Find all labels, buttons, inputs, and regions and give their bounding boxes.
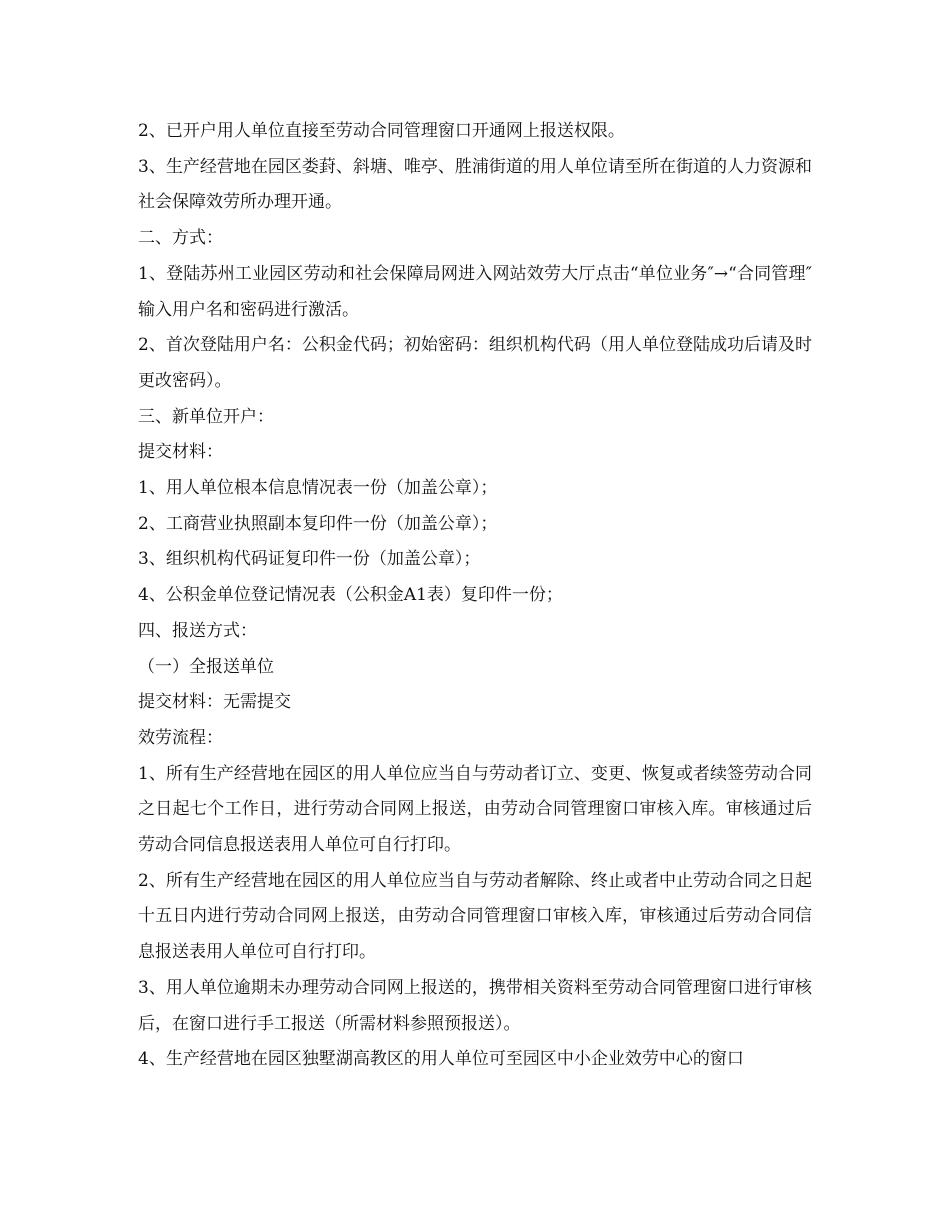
document-page bbox=[138, 114, 812, 1078]
list-item-material-3: 3、组织机构代码证复印件一份（加盖公章）； bbox=[138, 549, 481, 570]
list-item-material-1: 1、用人单位根本信息情况表一份（加盖公章）； bbox=[138, 478, 498, 499]
subheading-submit-materials: 提交材料： bbox=[138, 442, 223, 463]
section-heading-new-unit: 三、新单位开户： bbox=[138, 406, 274, 427]
list-item-material-2: 2、工商营业执照副本复印件一份（加盖公章）； bbox=[138, 513, 498, 534]
paragraph-open-reporting-permission: 2、已开户用人单位直接至劳动合同管理窗口开通网上报送权限。 bbox=[138, 121, 625, 141]
paragraph-no-submission: 提交材料：无需提交 bbox=[138, 692, 291, 713]
section-heading-method: 二、方式： bbox=[138, 228, 223, 249]
paragraph-process-3: 3、用人单位逾期未办理劳动合同网上报送的，携带相关资料至劳动合同管理窗口进行审核后，在窗口进行手工报送（所需材料参照预报送）。 bbox=[138, 977, 812, 1034]
list-item-material-4: 4、公积金单位登记情况表（公积金A1表）复印件一份； bbox=[138, 585, 563, 606]
paragraph-first-login: 2、首次登陆用户名：公积金代码；初始密码：组织机构代码（用人单位登陆成功后请及时更改密码）。 bbox=[138, 335, 812, 391]
paragraph-login-activation: 1、登陆苏州工业园区劳动和社会保障局网进入网站效劳大厅点击“单位业务″→“合同管理″ 输入用户名和密码进行激活。 bbox=[138, 263, 812, 320]
paragraph-process-1: 1、所有生产经营地在园区的用人单位应当自与劳动者订立、变更、恢复或者续签劳动合同之日起七个工作日，进行劳动合同网上报送，由劳动合同管理窗口审核入库。审核通过后劳动合同信息报送表用人单位可自行打印。 bbox=[138, 763, 812, 856]
paragraph-street-service-office: 3、生产经营地在园区娄葑、斜塘、唯亭、胜浦街道的用人单位请至所在街道的人力资源和社会保障效劳所办理开通。 bbox=[138, 156, 812, 213]
subsection-heading-full-report: （一）全报送单位 bbox=[138, 656, 274, 677]
paragraph-process-2: 2、所有生产经营地在园区的用人单位应当自与劳动者解除、终止或者中止劳动合同之日起十五日内进行劳动合同网上报送，由劳动合同管理窗口审核入库，审核通过后劳动合同信息报送表用人单位可自行打印。 bbox=[138, 870, 812, 963]
paragraph-process-4: 4、生产经营地在园区独墅湖高教区的用人单位可至园区中小企业效劳中心的窗口 bbox=[138, 1049, 744, 1070]
subheading-service-process: 效劳流程： bbox=[138, 727, 223, 748]
section-heading-reporting-method: 四、报送方式： bbox=[138, 620, 257, 641]
